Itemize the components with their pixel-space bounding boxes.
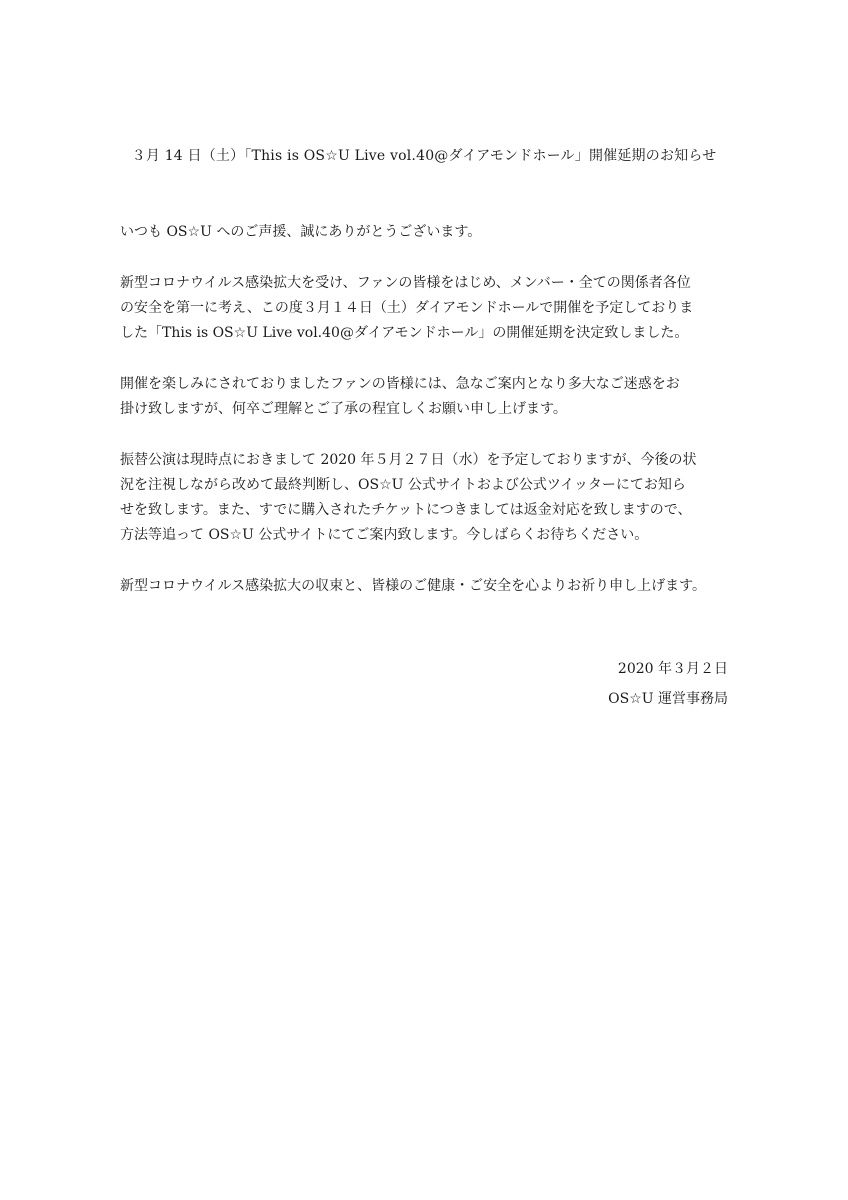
notice-date: 2020 年３月２日 <box>617 661 728 677</box>
apology-paragraph <box>120 372 750 422</box>
paragraph-line: 掛け致しますが、何卒ご理解とご了承の程宜しくお願い申し上げます。 <box>120 401 567 417</box>
issuer-name: OS☆U 運営事務局 <box>608 691 728 707</box>
paragraph-line: 新型コロナウイルス感染拡大を受け、ファンの皆様をはじめ、メンバー・全ての関係者各位 <box>120 275 691 291</box>
signature-block <box>608 654 728 714</box>
paragraph-line: 方法等追って OS☆U 公式サイトにてご案内致します。今しばらくお待ちください。 <box>120 527 649 543</box>
paragraph-line: 況を注視しながら改めて最終判断し、OS☆U 公式サイトおよび公式ツイッターにてお知ら <box>120 477 686 493</box>
paragraph-line: 新型コロナウイルス感染拡大の収束と、皆様のご健康・ご安全を心よりお祈り申し上げます。 <box>120 578 707 594</box>
postponement-paragraph <box>120 271 750 346</box>
paragraph-line: した「This is OS☆U Live vol.40@ダイアモンドホール」の開催延期を決定致しました。 <box>120 325 689 341</box>
notice-body <box>120 220 750 625</box>
paragraph-line: せを致します。また、すでに購入されたチケットにつきましては返金対応を致しますので、 <box>120 502 692 518</box>
rescheduling-paragraph <box>120 448 750 548</box>
paragraph-line: の安全を第一に考え、この度３月１４日（土）ダイアモンドホールで開催を予定しておりま <box>120 300 694 316</box>
notice-title: ３月 14 日（土）「This is OS☆U Live vol.40@ダイアモンドホール」開催延期のお知らせ <box>131 148 717 164</box>
paragraph-line: 開催を楽しみにされておりましたファンの皆様には、急なご案内となり多大なご迷惑をお <box>120 376 680 392</box>
closing-paragraph <box>120 574 750 599</box>
paragraph-line: 振替公演は現時点におきまして 2020 年５月２７日（水）を予定しておりますが、今後の状 <box>120 452 697 468</box>
paragraph-line: いつも OS☆U へのご声援、誠にありがとうございます。 <box>120 224 482 240</box>
greeting-paragraph <box>120 220 750 245</box>
